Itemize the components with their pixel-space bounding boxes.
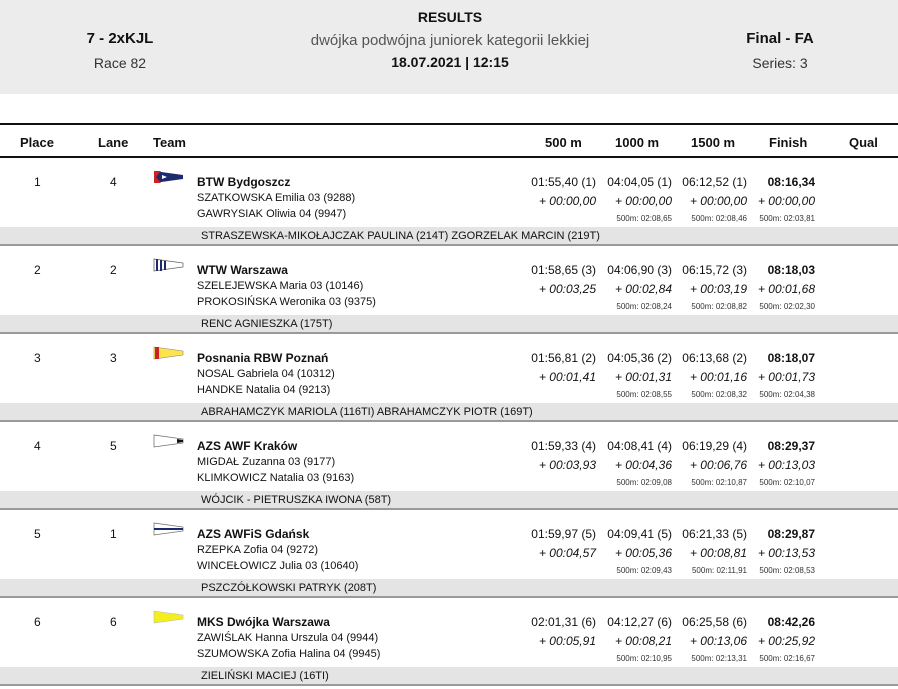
table-row <box>0 334 898 422</box>
time-500m: 01:59,97 (5) <box>531 527 596 541</box>
time-1000m: 04:08,41 (4) <box>607 439 672 453</box>
finish-pace: 500m: 02:02,30 <box>759 302 815 311</box>
col-finish: Finish <box>769 135 808 150</box>
finish-time: 08:29,87 <box>767 527 815 541</box>
finish-diff: + 00:25,92 <box>757 634 815 648</box>
pace-1000m: 500m: 02:08,55 <box>616 390 672 399</box>
results-header <box>0 0 898 94</box>
finish-time: 08:29,37 <box>767 439 815 453</box>
boat-class: 7 - 2xKJL <box>86 30 154 47</box>
place-value: 5 <box>34 527 41 541</box>
athlete-2: HANDKE Natalia 04 (9213) <box>197 384 331 396</box>
place-value: 3 <box>34 351 41 365</box>
diff-1000m: + 00:04,36 <box>614 458 672 472</box>
athlete-1: RZEPKA Zofia 04 (9272) <box>197 544 319 556</box>
mks-flag-icon <box>153 609 185 625</box>
azs-gdansk-flag-icon <box>153 521 185 537</box>
diff-500m: + 00:03,25 <box>538 282 596 296</box>
col-place: Place <box>20 135 54 150</box>
athlete-1: SZELEJEWSKA Maria 03 (10146) <box>197 280 364 292</box>
finish-time: 08:42,26 <box>767 615 815 629</box>
final-label: Final - FA <box>746 30 814 47</box>
club-name: BTW Bydgoszcz <box>197 175 291 189</box>
pace-1000m: 500m: 02:10,95 <box>616 654 672 663</box>
athlete-2: GAWRYSIAK Oliwia 04 (9947) <box>197 208 347 220</box>
athlete-2: PROKOSIŃSKA Weronika 03 (9375) <box>197 296 376 308</box>
finish-time: 08:18,07 <box>767 351 815 365</box>
diff-500m: + 00:05,91 <box>538 634 596 648</box>
place-value: 6 <box>34 615 41 629</box>
table-row <box>0 158 898 246</box>
coach-names: RENC AGNIESZKA (175T) <box>201 318 333 330</box>
time-1000m: 04:04,05 (1) <box>607 175 672 189</box>
finish-diff: + 00:01,73 <box>757 370 815 384</box>
coach-bar <box>0 227 898 244</box>
finish-diff: + 00:01,68 <box>757 282 815 296</box>
time-1500m: 06:12,52 (1) <box>682 175 747 189</box>
race-info <box>60 30 180 71</box>
diff-500m: + 00:00,00 <box>538 194 596 208</box>
time-500m: 02:01,31 (6) <box>531 615 596 629</box>
time-500m: 01:56,81 (2) <box>531 351 596 365</box>
diff-1500m: + 00:00,00 <box>689 194 747 208</box>
azs-krakow-flag-icon <box>153 433 185 449</box>
coach-bar <box>0 579 898 596</box>
coach-names: PSZCZÓŁKOWSKI PATRYK (208T) <box>201 582 377 594</box>
diff-1000m: + 00:00,00 <box>614 194 672 208</box>
finish-pace: 500m: 02:08,53 <box>759 566 815 575</box>
diff-500m: + 00:01,41 <box>538 370 596 384</box>
coach-names: ABRAHAMCZYK MARIOLA (116TI) ABRAHAMCZYK PIOTR (169T) <box>201 406 533 418</box>
series-label: Series: 3 <box>752 55 808 71</box>
finish-diff: + 00:13,03 <box>757 458 815 472</box>
pace-1000m: 500m: 02:08,24 <box>616 302 672 311</box>
diff-1500m: + 00:06,76 <box>689 458 747 472</box>
athlete-1: ZAWIŚLAK Hanna Urszula 04 (9944) <box>197 632 379 644</box>
pace-1000m: 500m: 02:09,43 <box>616 566 672 575</box>
finish-pace: 500m: 02:10,07 <box>759 478 815 487</box>
club-name: Posnania RBW Poznań <box>197 351 329 365</box>
class-name: dwójka podwójna juniorek kategorii lekkiej <box>310 32 590 49</box>
finish-pace: 500m: 02:03,81 <box>759 214 815 223</box>
table-row <box>0 246 898 334</box>
lane-value: 2 <box>110 263 117 277</box>
table-row <box>0 598 898 686</box>
finish-pace: 500m: 02:16,67 <box>759 654 815 663</box>
page-title: RESULTS <box>417 9 483 25</box>
coach-names: ZIELIŃSKI MACIEJ (16TI) <box>201 670 329 682</box>
place-value: 4 <box>34 439 41 453</box>
lane-value: 5 <box>110 439 117 453</box>
diff-1000m: + 00:02,84 <box>614 282 672 296</box>
athlete-1: NOSAL Gabriela 04 (10312) <box>197 368 335 380</box>
posnania-flag-icon <box>153 345 185 361</box>
diff-1000m: + 00:05,36 <box>614 546 672 560</box>
coach-bar <box>0 667 898 684</box>
diff-1000m: + 00:01,31 <box>614 370 672 384</box>
athlete-2: SZUMOWSKA Zofia Halina 04 (9945) <box>197 648 381 660</box>
lane-value: 3 <box>110 351 117 365</box>
diff-500m: + 00:04,57 <box>538 546 596 560</box>
time-500m: 01:59,33 (4) <box>531 439 596 453</box>
pace-1500m: 500m: 02:08,82 <box>691 302 747 311</box>
coach-bar <box>0 315 898 332</box>
col-1500m: 1500 m <box>691 135 736 150</box>
finish-diff: + 00:13,53 <box>757 546 815 560</box>
coach-names: WÓJCIK - PIETRUSZKA IWONA (58T) <box>201 494 392 506</box>
final-info <box>720 30 840 71</box>
time-1500m: 06:13,68 (2) <box>682 351 747 365</box>
diff-1500m: + 00:13,06 <box>689 634 747 648</box>
athlete-1: SZATKOWSKA Emilia 03 (9288) <box>197 192 356 204</box>
diff-1500m: + 00:08,81 <box>689 546 747 560</box>
time-1000m: 04:09,41 (5) <box>607 527 672 541</box>
pace-1000m: 500m: 02:08,65 <box>616 214 672 223</box>
time-1000m: 04:05,36 (2) <box>607 351 672 365</box>
col-qual: Qual <box>849 135 878 150</box>
coach-bar <box>0 403 898 420</box>
lane-value: 6 <box>110 615 117 629</box>
finish-diff: + 00:00,00 <box>757 194 815 208</box>
place-value: 1 <box>34 175 41 189</box>
pace-1000m: 500m: 02:09,08 <box>616 478 672 487</box>
time-1500m: 06:15,72 (3) <box>682 263 747 277</box>
col-500m: 500 m <box>545 135 582 150</box>
col-lane: Lane <box>98 135 129 150</box>
diff-1500m: + 00:03,19 <box>689 282 747 296</box>
table-row <box>0 422 898 510</box>
diff-500m: + 00:03,93 <box>538 458 596 472</box>
time-1000m: 04:06,90 (3) <box>607 263 672 277</box>
club-name: AZS AWF Kraków <box>197 439 298 453</box>
diff-1000m: + 00:08,21 <box>614 634 672 648</box>
race-title-block <box>250 9 650 70</box>
athlete-1: MIGDAŁ Zuzanna 03 (9177) <box>197 456 336 468</box>
time-1500m: 06:25,58 (6) <box>682 615 747 629</box>
table-header <box>0 123 898 158</box>
diff-1500m: + 00:01,16 <box>689 370 747 384</box>
time-500m: 01:58,65 (3) <box>531 263 596 277</box>
club-name: AZS AWFiS Gdańsk <box>197 527 310 541</box>
col-team: Team <box>153 135 186 150</box>
finish-time: 08:18,03 <box>767 263 815 277</box>
finish-pace: 500m: 02:04,38 <box>759 390 815 399</box>
coach-names: STRASZEWSKA-MIKOŁAJCZAK PAULINA (214T) ZGORZELAK MARCIN (219T) <box>201 230 600 242</box>
place-value: 2 <box>34 263 41 277</box>
lane-value: 1 <box>110 527 117 541</box>
wtw-flag-icon <box>153 257 185 273</box>
pace-1500m: 500m: 02:08,32 <box>691 390 747 399</box>
time-1500m: 06:19,29 (4) <box>682 439 747 453</box>
table-row <box>0 510 898 598</box>
coach-bar <box>0 491 898 508</box>
btw-flag-icon <box>153 169 185 185</box>
athlete-2: KLIMKOWICZ Natalia 03 (9163) <box>197 472 355 484</box>
time-1000m: 04:12,27 (6) <box>607 615 672 629</box>
pace-1500m: 500m: 02:10,87 <box>691 478 747 487</box>
pace-1500m: 500m: 02:11,91 <box>691 566 747 575</box>
pace-1500m: 500m: 02:13,31 <box>691 654 747 663</box>
club-name: WTW Warszawa <box>197 263 288 277</box>
lane-value: 4 <box>110 175 117 189</box>
athlete-2: WINCEŁOWICZ Julia 03 (10640) <box>197 560 359 572</box>
results-table <box>0 123 898 686</box>
club-name: MKS Dwójka Warszawa <box>197 615 330 629</box>
finish-time: 08:16,34 <box>767 175 815 189</box>
pace-1500m: 500m: 02:08,46 <box>691 214 747 223</box>
col-1000m: 1000 m <box>615 135 660 150</box>
race-number: Race 82 <box>93 55 147 71</box>
time-500m: 01:55,40 (1) <box>531 175 596 189</box>
race-datetime: 18.07.2021 | 12:15 <box>391 54 509 70</box>
time-1500m: 06:21,33 (5) <box>682 527 747 541</box>
